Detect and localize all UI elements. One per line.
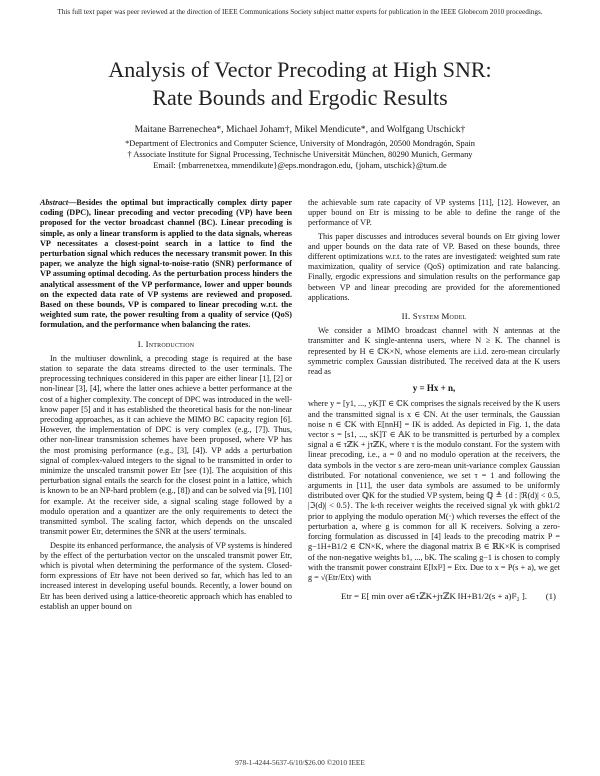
model-paragraph-1: We consider a MIMO broadcast channel with N antennas at the transmitter and K single-antenna users, where N ≥ K. The channel is represented by H ∈ ℂK×N, whose elements are i.i.d. zero-mean circularly symmetric complex Gaussian distributed. The received data at the K users read as [308, 326, 560, 377]
equation-1-number: (1) [545, 591, 556, 602]
equation-1-body: Etr = E[ min over a∈τℤK+jτℤK ‖H+B1/2(s + a)‖²₂ ]. [341, 591, 527, 602]
intro-paragraph-2: Despite its enhanced performance, the analysis of VP systems is hindered by the effect of the perturbation vector on the unscaled transmit power Etr, which is pivotal when determining the performance of the system. Closed-form expressions of Etr have not been derived so far, which has led to an increased interest in developing useful bounds. Recently, a lower bound on Etr has been derived using a lattice-theoretic approach which has enabled to establish an upper bound on [40, 540, 292, 611]
author-list: Maitane Barrenechea*, Michael Joham†, Mikel Mendicute*, and Wolfgang Utschick† [134, 124, 466, 135]
equation-received-signal: y = Hx + n, [412, 383, 456, 394]
peer-review-note: This full text paper was peer reviewed at the direction of IEEE Communications Society subject matter experts for publication in the IEEE Globecom 2010 proceedings. [57, 8, 543, 16]
model-paragraph-2: where y = [y1, ..., yK]T ∈ ℂK comprises the signals received by the K users and the transmitted signal is x ∈ ℂN. At the user terminals, the Gaussian noise n ∈ ℂK with E[nnH] = IK is added. As depicted in Fig. 1, the data vector s = [s1, ..., sK]T ∈ 𝔸K to be transmitted is perturbed by a complex signal a ∈ τℤK + jτℤK, where τ is the modulo constant. For the system with linear precoding, i.e., a = 0 and no modulo operation at the receivers, the data symbols in the vector s are zero-mean unit-variance complex Gaussian distributed. For notational convenience, we set τ = 1 and following the arguments in [11], the user data symbols are assumed to be uniformly distributed over ℚK for the studied VP system, being ℚ ≜ {d : |ℜ(d)| < 0.5, |ℑ(d)| < 0.5}. The k-th receiver weights the received signal yk with gbk1/2 prior to applying the modulo operation M(·) which reverses the effect of the perturbation a, where g is common for all K receivers. Solving a zero-forcing formulation as discussed in [4] leads to the precoding matrix P = g−1H+B1/2 ∈ ℂN×K, where the diagonal matrix B ∈ ℝK×K is comprised of the non-negative weights b1, ..., bK. The scaling g−1 is chosen to comply with the transmit power constraint E[‖x‖²] = Etx. Due to x = P(s + a), we get g = √(Etr/Etx) with [308, 399, 560, 582]
title-line-1: Analysis of Vector Precoding at High SNR: [108, 57, 492, 82]
affiliation-1: *Department of Electronics and Computer Science, University of Mondragón, 20500 Mondragón, Spain [125, 139, 475, 148]
right-paragraph-1: the achievable sum rate capacity of VP systems [11], [12]. However, an upper bound on Etr is missing to be able to define the range of the performance of VP. [308, 198, 560, 228]
right-column [308, 198, 560, 609]
section-heading-system-model: II. System Model [401, 311, 467, 322]
section-heading-introduction: I. Introduction [137, 338, 195, 349]
title-line-2: Rate Bounds and Ergodic Results [152, 85, 448, 110]
email-line: Email: {mbarrenetxea, mmendikute}@eps.mondragon.edu, {joham, utschick}@tum.de [153, 161, 447, 170]
intro-paragraph-1: In the multiuser downlink, a precoding stage is required at the base station to separate the data streams directed to the user terminals. The preprocessing techniques considered in this paper are either linear [1], [2] or non-linear [3], [4], where the latter ones achieve a better performance at the cost of a higher complexity. The concept of DPC was introduced in the well-know paper [5] and it has established the theoretical basis for the non-linear precoding approaches, as it can achieve the MIMO BC capacity region [6]. However, the implementation of DPC is very complex (e.g., [7]). Thus, other non-linear transmission schemes have been proposed, where VP has the most promising performance (e.g., [3], [4]). VP adds a perturbation signal of complex-valued integers to the signal to be transmitted in order to minimize the unscaled transmit power Etr [see (1)]. The acquisition of this perturbation signal entails the search for the closest point in a lattice, which is known to be an NP-hard problem (e.g., [8]) and can be solved via [9], [10] for example. At the receiver side, a signal scaling stage followed by a modulo operation and a quantizer are the only requirements to detect the transmitted symbol. The scaling factor, which depends on the unscaled transmit power Etr, determines the SNR at the users' terminals. [40, 353, 292, 537]
right-paragraph-2: This paper discusses and introduces several bounds on Etr giving lower and upper bounds on the data rate of VP. Based on these bounds, three different optimizations w.r.t. to the rates are investigated: weighted sum rate maximization, quality of service (QoS) optimization and rate balancing. Finally, ergodic expressions and simulation results on the performance gap between VP and linear precoding are provided for the aforementioned applications. [308, 231, 560, 302]
abstract-text: —Besides the optimal but impractically complex dirty paper coding (DPC), linear precoding and vector precoding (VP) have been proposed for the vector broadcast channel (BC). Linear precoding is simple, as only a linear transform is applied to the data signals, whereas VP necessitates a closest-point search in a lattice to find the perturbation signal which reduces the necessary transmit power. In this paper, we analyze the high signal-to-noise-ratio (SNR) performance of VP assuming optimal decoding. As the perturbation process hinders the analytical assessment of the VP performance, lower and upper bounds on the expected data rate of VP systems are reviewed and proposed. Based on these bounds, VP is compared to linear precoding w.r.t. the weighted sum rate, the power resulting from a quality of service (QoS) formulation, and the performance when balancing the rates. [40, 198, 292, 330]
abstract [40, 198, 292, 331]
left-column [40, 198, 292, 615]
equation-transmit-power [308, 591, 560, 601]
copyright-footer: 978-1-4244-5637-6/10/$26.00 ©2010 IEEE [235, 758, 365, 767]
paper-title [40, 56, 560, 112]
affiliations [40, 138, 560, 171]
abstract-lead: Abstract [40, 198, 69, 207]
affiliation-2: † Associate Institute for Signal Processing, Technische Universität München, 80290 Munich, Germany [127, 150, 473, 159]
